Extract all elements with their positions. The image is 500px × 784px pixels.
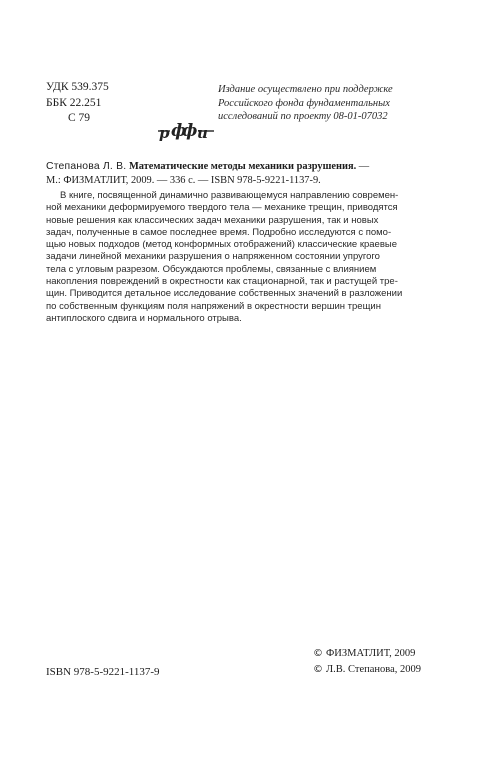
support-line: Российского фонда фундаментальных <box>218 97 390 109</box>
copyright-icon: © <box>313 663 323 675</box>
abstract-line: задачи линейной механики разрушения о напряженном состоянии упругого <box>46 251 380 263</box>
abstract-line: щью новых подходов (метод конформных отображений) классические краевые <box>46 239 397 251</box>
svg-text:ф: ф <box>182 121 198 141</box>
abstract-line: тела с угловым разрезом. Обсуждаются проблемы, связанные с влиянием <box>46 263 377 275</box>
copyright-icon: © <box>313 648 323 659</box>
citation-title: Математические методы механики разрушения. <box>128 161 357 172</box>
citation-dash: — <box>356 161 370 172</box>
copyright-publisher <box>313 646 421 662</box>
support-note <box>218 83 468 124</box>
copyright-author <box>313 662 421 678</box>
abstract <box>46 190 466 325</box>
svg-text:ф: ф <box>171 121 187 141</box>
bbk-code: ББК 22.251 <box>46 96 102 109</box>
support-line: Издание осуществлено при поддержке <box>218 84 393 95</box>
citation-publisher: М.: ФИЗМАТЛИТ, 2009. — 336 с. — ISBN 978-5-9221-1137-9. <box>46 174 321 186</box>
support-line: исследований по проекту 08-01-07032 <box>218 111 388 122</box>
abstract-line: новые решения как классических задач механики разрушения, так и новых <box>46 214 379 226</box>
classification-block <box>46 80 109 127</box>
abstract-line: ной механики деформируемого твердого тела — механике трещин, приводятся <box>46 202 398 214</box>
rffi-logo <box>158 116 214 146</box>
abstract-line: накопления повреждений в окрестности как стационарной, так и растущей тре- <box>46 276 398 288</box>
citation-author: Степанова Л. В. <box>46 161 127 172</box>
udk-code: УДК 539.375 <box>46 81 109 93</box>
abstract-line: В книге, посвященной динамично развивающемуся направлению современ- <box>60 190 399 201</box>
abstract-line: антиплоского сдвига и нормального отрыва. <box>46 312 242 324</box>
isbn: ISBN 978-5-9221-1137-9 <box>46 666 160 678</box>
copyright-block <box>313 646 421 677</box>
abstract-line: по собственным функциям поля напряжений в окрестности вершин трещин <box>46 300 381 312</box>
abstract-line: задач, полученные в самое последнее время. Подробно исследуются с помо- <box>46 226 392 238</box>
copyright-text: Л.В. Степанова, 2009 <box>326 663 421 675</box>
abstract-line: щин. Приводится детальное исследование собственных значений в разложении <box>46 288 403 300</box>
bibliographic-citation <box>46 160 466 187</box>
copyright-text: ФИЗМАТЛИТ, 2009 <box>326 648 416 659</box>
svg-text:р: р <box>159 124 170 142</box>
author-mark: С 79 <box>68 112 91 124</box>
svg-text:и: и <box>197 124 208 142</box>
